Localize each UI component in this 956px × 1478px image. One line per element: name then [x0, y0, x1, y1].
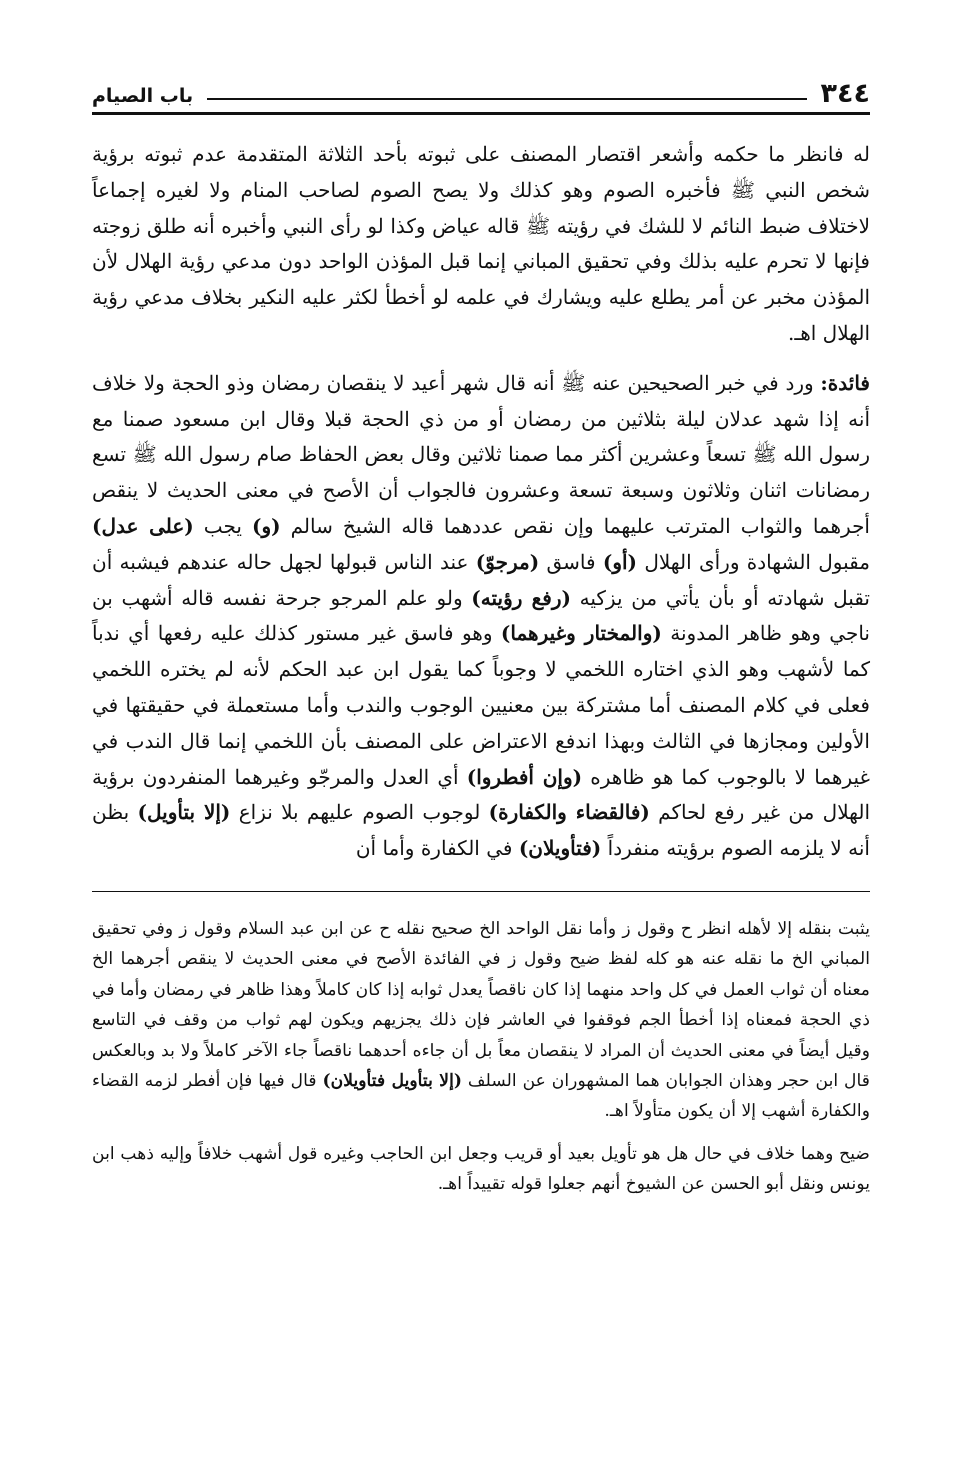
main-paragraph-2	[92, 366, 870, 867]
matn-term: (فتأويلان)	[518, 836, 602, 861]
matn-term: (مرجوّ)	[475, 549, 540, 574]
footnote-1	[92, 914, 870, 1127]
main-text	[92, 137, 870, 867]
text-segment: مقبول الشهادة ورأى الهلال	[637, 549, 870, 574]
header-rule	[207, 98, 806, 100]
text-segment: وهو فاسق غير مستور كذلك عليه رفعها أي ندباً كما لأشهب وهو الذي اختاره اللخمي لا وجوباً كما يقول ابن عبد الحكم لأنه لم يختره اللخمي فعلى في كلام المصنف أما مشتركة بين معنيين الوجوب والندب وأما مستعملة في حقيقتها في الأولين ومجازها في الثالث وبهذا اندفع الاعتراض على المصنف بأن اللخمي إنما قال الندب في غيرهما لا بالوجوب كما هو ظاهره	[92, 621, 870, 789]
chapter-title: باب الصيام	[92, 85, 194, 107]
text-segment: في الكفارة وأما أن	[355, 836, 519, 861]
footnote-divider	[92, 891, 870, 892]
matn-term: (والمختار وغيرهما)	[500, 621, 662, 646]
header-divider	[92, 112, 870, 115]
text-segment: لوجوب الصوم عليهم بلا نزاع	[230, 800, 489, 825]
text-segment: عند الناس قبولها لجهل حاله عندهم فيشبه أن تقبل شهادته أو بأن يأتي من يزكيه	[92, 549, 870, 610]
book-page	[92, 70, 870, 1200]
page-number: ٣٤٤	[820, 78, 870, 109]
text-segment: ولو علم المرجو جرحة نفسه قاله أشهب بن ناجي وهو ظاهر المدونة	[92, 585, 870, 646]
text-segment: بظن أنه لا يلزمه الصوم برؤيته منفرداً	[92, 800, 870, 861]
text-segment: يجب	[193, 513, 252, 538]
text-segment: فاسق	[539, 549, 603, 574]
footnotes	[92, 914, 870, 1200]
footnote-2: ضيح وهما خلاف في حال هل هو تأويل بعيد أو قريب وجعل ابن الحاجب وغيره قول أشهب خلافاً وإليه ذهب ابن يونس ونقل أبو الحسن عن الشيوخ أنهم جعلوا قوله تقييداً اهـ.	[92, 1143, 870, 1195]
text-segment: قال فيها فإن أفطر لزمه القضاء والكفارة أشهب إلا أن يكون متأولاً اهـ.	[92, 1070, 870, 1122]
text-segment: ورد في خبر الصحيحين عنه ﷺ أنه قال شهر أعيد لا ينقصان رمضان وذو الحجة ولا خلاف أنه إذا شهد عدلان ليلة بثلاثين من رمضان أو من ذي الحجة قبلا وقال ابن مسعود صمنا مع رسول الله ﷺ تسعاً وعشرين أكثر مما صمنا ثلاثين وقال بعض الحفاظ صام رسول الله ﷺ تسع رمضانات اثنان وثلاثون وسبعة تسعة وعشرون فالجواب أن الأصح في معنى الحديث لا ينقص أجرهما والثواب المترتب عليهما وإن نقص عددهما قاله الشيخ سالم	[92, 370, 870, 538]
matn-term: (رفع رؤيته)	[471, 585, 571, 610]
matn-term: (إلا بتأويل)	[137, 800, 231, 825]
text-segment: أي العدل والمرجّو وغيرهما المنفردون برؤية الهلال من غير رفع لحاكم	[92, 764, 871, 825]
matn-term: (أو)	[602, 549, 638, 574]
text-segment: يثبت بنقله إلا لأهله انظر ح وقول ز وأما نقل الواحد الخ صحيح نقله ح عن ابن عبد السلام وقول ز وفي تحقيق المباني الخ ما نقله عنه هو كله لفظ ضيح وقول ز في الفائدة الأصح في معنى الحديث لا ينقص أجرهما الخ معناه أن ثواب العمل في كل واحد منهما إذا كان ناقصاً يعدل ثوابه إذا كان كاملاً وهذا ظاهر في رمضان وأما في ذي الحجة فمعناه إذا أخطأ الجم فوقفوا في العاشر فإن ذلك يجزيهم ويكون لهم ثواب من وقف في التاسع وقيل أيضاً في معنى الحديث أن المراد لا ينقصان معاً بل أن جاءه أحدهما ناقصاً جاء الآخر كاملاً ولا بد وبالعكس قال ابن حجر وهذان الجوابان هما المشهوران عن السلف	[92, 918, 870, 1091]
paragraph-label: فائدة:	[820, 370, 870, 395]
matn-term: (إلا بتأويل فتأويلان)	[322, 1070, 462, 1091]
main-paragraph-1: له فانظر ما حكمه وأشعر اقتصار المصنف على ثبوته بأحد الثلاثة المتقدمة عدم ثبوته برؤية شخص النبي ﷺ فأخبره الصوم وهو كذلك ولا يصح الصوم لصاحب المنام ولا لغيره إجماعاً لاختلاف ضبط النائم لا للشك في رؤيته ﷺ قاله عياض وكذا لو رأى النبي وأخبره أنه طلق زوجته فإنها لا تحرم عليه بذلك وفي تحقيق المباني إنما قبل المؤذن الواحد دون مدعي رؤية الهلال لأن المؤذن مخبر عن أمر يطلع عليه ويشارك في علمه لو أخطأ لكثر عليه النكير بخلاف مدعي رؤية الهلال اهـ.	[92, 142, 870, 345]
matn-term: (على عدل)	[92, 513, 194, 538]
matn-term: (وإن أفطروا)	[466, 764, 583, 789]
page-header	[92, 70, 870, 110]
matn-term: (فالقضاء والكفارة)	[488, 800, 650, 825]
matn-term: (و)	[251, 513, 281, 538]
